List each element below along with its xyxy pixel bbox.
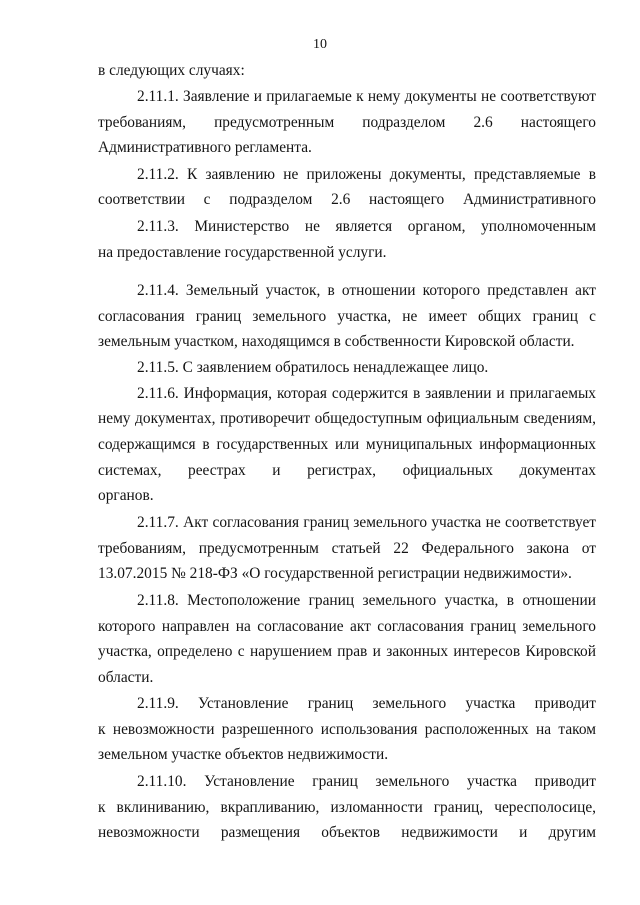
text-line: которого направлен на согласование акт согласования границ земельного (98, 618, 596, 635)
text-line: 2.11.1. Заявление и прилагаемые к нему документы не соответствуют (137, 88, 596, 105)
text-line: требованиям, предусмотренным статьей 22 Федерального закона от (98, 540, 596, 557)
text-line: 2.11.8. Местоположение границ земельного участка, в отношении (137, 592, 596, 609)
text-line: системах, реестрах и регистрах, официальных документах (98, 462, 596, 479)
page-number: 10 (313, 37, 327, 52)
text-line: к невозможности разрешенного использования расположенных на таком (98, 721, 596, 738)
text-line: 2.11.7. Акт согласования границ земельного участка не соответствует (137, 514, 596, 531)
text-line: 2.11.6. Информация, которая содержится в заявлении и прилагаемых (137, 385, 596, 402)
text-line: 2.11.3. Министерство не является органом, уполномоченным (137, 218, 596, 235)
text-line: земельном участке объектов недвижимости. (98, 746, 389, 763)
text-line: 2.11.2. К заявлению не приложены документы, представляемые в (137, 166, 596, 183)
text-line: согласования границ земельного участка, не имеет общих границ с (98, 308, 596, 325)
text-line: Административного регламента. (98, 139, 312, 156)
text-line: невозможности размещения объектов недвижимости и другим (98, 824, 596, 841)
text-line: к вклиниванию, вкрапливанию, изломанности границ, чересполосице, (98, 799, 596, 816)
text-line: 2.11.4. Земельный участок, в отношении которого представлен акт (137, 282, 596, 299)
text-line: 2.11.10. Установление границ земельного участка приводит (137, 773, 596, 790)
text-line: органов. (98, 487, 154, 504)
text-line: участка, определено с нарушением прав и законных интересов Кировской (98, 643, 596, 660)
text-line: на предоставление государственной услуги. (98, 244, 387, 261)
text-line: области. (98, 669, 154, 686)
text-line: требованиям, предусмотренным подразделом 2.6 настоящего (98, 114, 596, 131)
text-line: в следующих случаях: (98, 62, 245, 79)
text-line: содержащимся в государственных или муниципальных информационных (98, 436, 596, 453)
text-line: 2.11.9. Установление границ земельного участка приводит (137, 695, 596, 712)
text-line: нему документах, противоречит общедоступным официальным сведениям, (98, 410, 596, 427)
text-line: 2.11.5. С заявлением обратилось ненадлежащее лицо. (137, 359, 489, 376)
text-line: соответствии с подразделом 2.6 настоящего Административного (98, 191, 596, 208)
text-line: земельным участком, находящимся в собственности Кировской области. (98, 333, 575, 350)
text-line: 13.07.2015 № 218-ФЗ «О государственной регистрации недвижимости». (98, 565, 572, 582)
